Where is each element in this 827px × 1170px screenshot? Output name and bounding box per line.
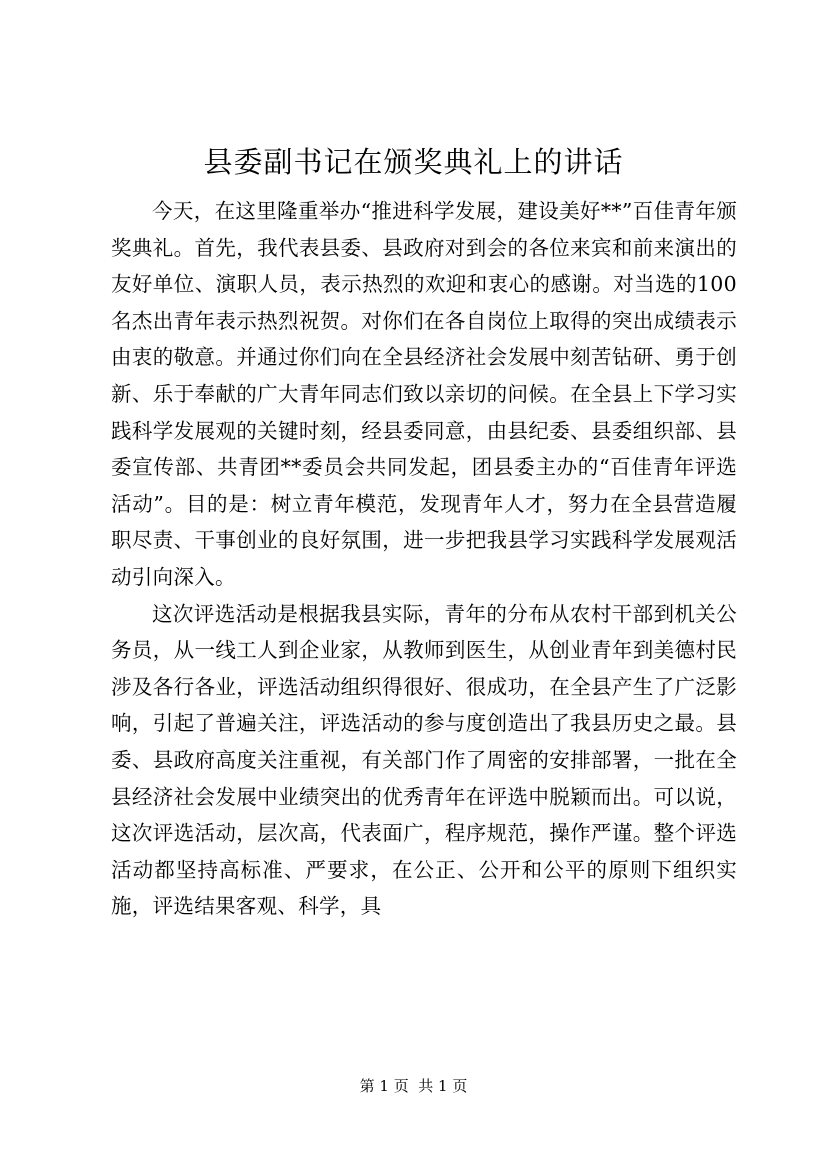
paragraph-1: 今天，在这里隆重举办“推进科学发展，建设美好**”百佳青年颁奖典礼。首先，我代表县委、县政府对到会的各位来宾和前来演出的友好单位、演职人员，表示热烈的欢迎和衷心的感谢。对当选的100名杰出青年表示热烈祝贺。对你们在各自岗位上取得的突出成绩表示由衷的敬意。并通过你们向在全县经济社会发展中刻苦钻研、勇于创新、乐于奉献的广大青年同志们致以亲切的问候。在全县上下学习实践科学发展观的关键时刻，经县委同意，由县纪委、县委组织部、县委宣传部、共青团**委员会共同发起，团县委主办的“百佳青年评选活动”。目的是：树立青年模范，发现青年人才，努力在全县营造履职尽责、干事创业的良好氛围，进一步把我县学习实践科学发展观活动引向深入。 [111,199,737,589]
document-title: 县委副书记在颁奖典礼上的讲话 [203,145,624,179]
document-body [111,193,737,925]
page-number-label: 第 1 页 共 1 页 [359,1077,468,1095]
paragraph-2: 这次评选活动是根据我县实际，青年的分布从农村干部到机关公务员，从一线工人到企业家，从教师到医生，从创业青年到美德村民涉及各行各业，评选活动组织得很好、很成功，在全县产生了广泛影响，引起了普遍关注，评选活动的参与度创造出了我县历史之最。县委、县政府高度关注重视，有关部门作了周密的安排部署，一批在全县经济社会发展中业绩突出的优秀青年在评选中脱颖而出。可以说，这次评选活动，层次高，代表面广，程序规范，操作严谨。整个评选活动都坚持高标准、严要求，在公正、公开和公平的原则下组织实施，评选结果客观、科学，具 [111,601,737,919]
page-footer [0,1076,827,1096]
